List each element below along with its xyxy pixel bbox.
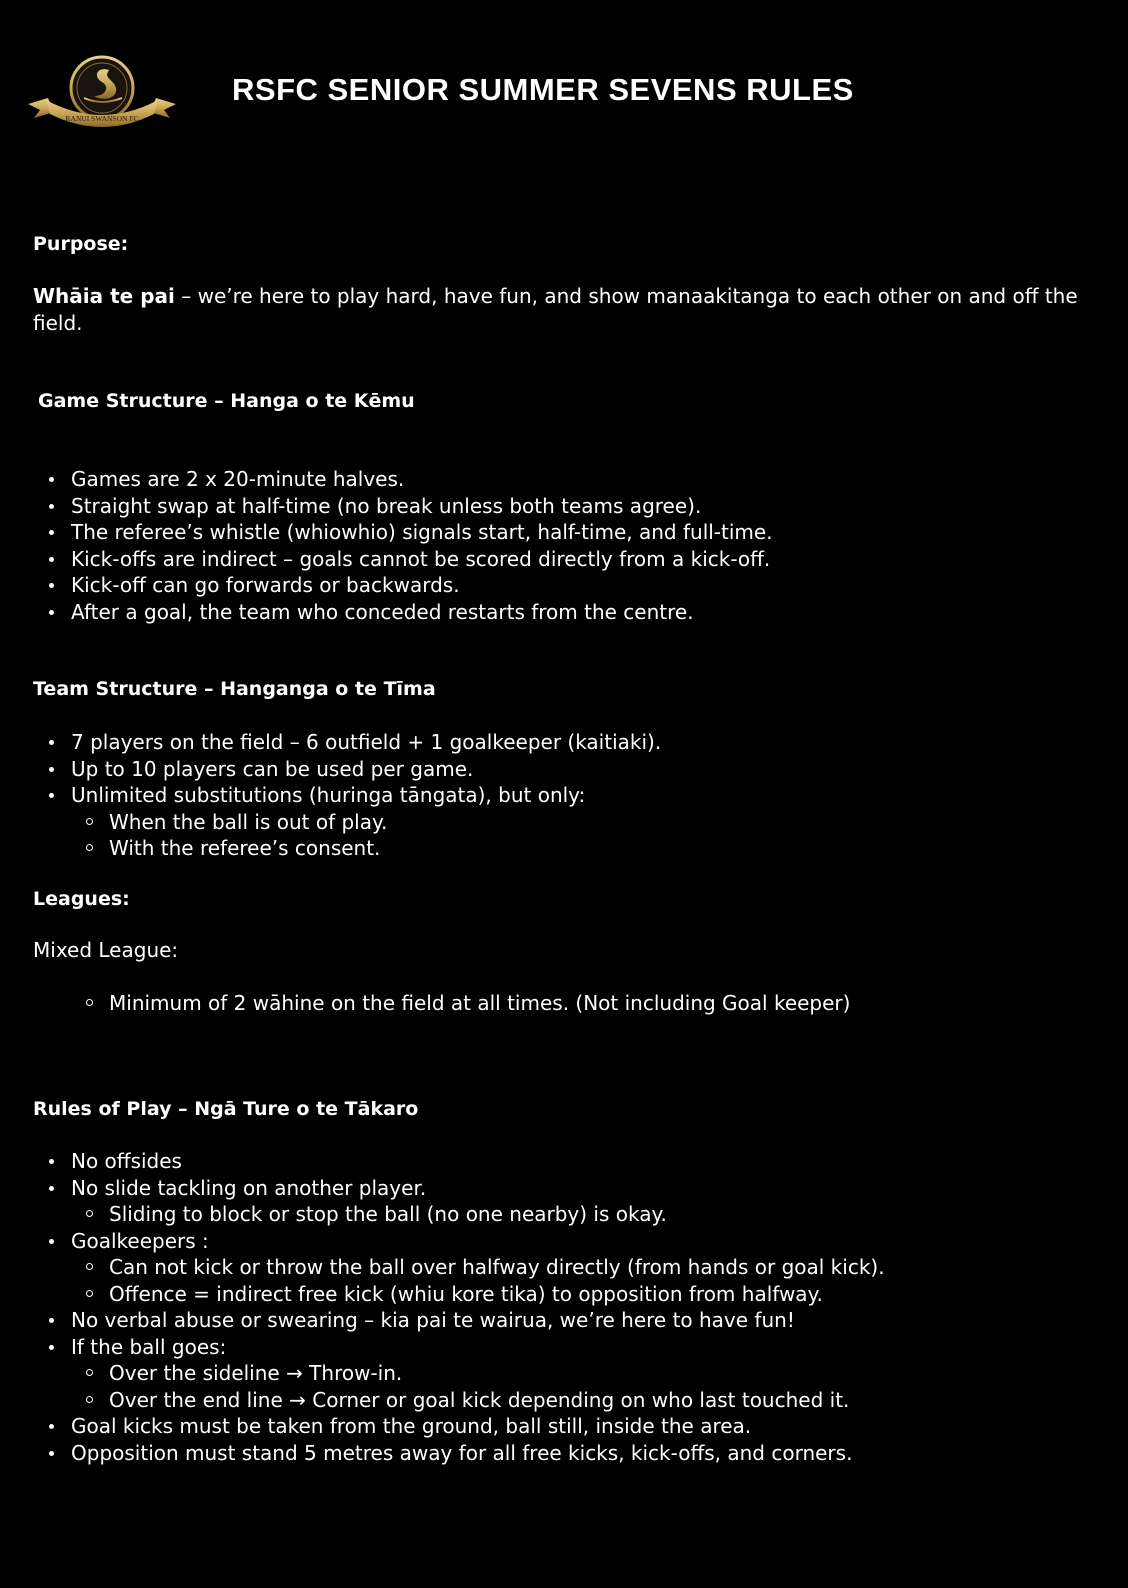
substitution-sublist [71,809,661,862]
game-structure-list [33,466,773,625]
game-structure-heading: Game Structure – Hanga o te Kēmu [38,390,415,412]
list-item-text: Unlimited substitutions (huringa tāngata), but only: [71,783,586,807]
list-item-text: No slide tackling on another player. [71,1175,427,1200]
team-structure-heading: Team Structure – Hanganga o te Tīma [33,678,436,700]
purpose-text: – we’re here to play hard, have fun, and show manaakitanga to each other on and off the field. [33,284,1078,335]
sub-list-item: Minimum of 2 wāhine on the field at all times. (Not including Goal keeper) [71,990,850,1017]
sub-list-item: Offence = indirect free kick (whiu kore tika) to opposition from halfway. [71,1281,885,1308]
sub-list-item: Over the end line → Corner or goal kick depending on who last touched it. [71,1387,885,1414]
list-item-text: If the ball goes: [71,1334,227,1359]
list-item: No offsides [33,1148,885,1175]
purpose-paragraph [33,283,1093,337]
goalkeeper-sublist [71,1254,885,1307]
page-title: RSFC SENIOR SUMMER SEVENS RULES [232,72,854,107]
leagues-heading: Leagues: [33,888,130,910]
team-structure-list [33,729,661,862]
purpose-lead: Whāia te pai [33,284,175,308]
sub-list-item: With the referee’s consent. [71,835,661,862]
list-item: 7 players on the field – 6 outfield + 1 goalkeeper (kaitiaki). [33,729,661,756]
sub-list-item: Over the sideline → Throw-in. [71,1360,885,1387]
list-item [33,1334,885,1414]
mixed-league-list [71,990,850,1017]
rules-of-play-list [33,1148,885,1466]
list-item: Kick-offs are indirect – goals cannot be scored directly from a kick-off. [33,546,773,573]
mixed-league-label: Mixed League: [33,938,179,962]
list-item: Goal kicks must be taken from the ground, ball still, inside the area. [33,1413,885,1440]
slide-sublist [71,1201,885,1228]
list-item: Kick-off can go forwards or backwards. [33,572,773,599]
list-item: Straight swap at half-time (no break unless both teams agree). [33,493,773,520]
list-item: Opposition must stand 5 metres away for all free kicks, kick-offs, and corners. [33,1440,885,1467]
sub-list-item: Can not kick or throw the ball over halfway directly (from hands or goal kick). [71,1254,885,1281]
list-item [33,782,661,862]
list-item: The referee’s whistle (whiowhio) signals start, half-time, and full-time. [33,519,773,546]
logo-text: RANUI SWANSON FC [65,114,139,123]
list-item: No verbal abuse or swearing – kia pai te wairua, we’re here to have fun! [33,1307,885,1334]
list-item: Up to 10 players can be used per game. [33,756,661,783]
list-item: Games are 2 x 20-minute halves. [33,466,773,493]
club-logo [26,52,178,132]
list-item [33,1175,885,1228]
list-item [33,1228,885,1308]
list-item-text: Goalkeepers : [71,1228,209,1253]
purpose-heading: Purpose: [33,233,129,255]
ball-out-sublist [71,1360,885,1413]
sub-list-item: Sliding to block or stop the ball (no one nearby) is okay. [71,1201,885,1228]
rules-of-play-heading: Rules of Play – Ngā Ture o te Tākaro [33,1098,419,1120]
sub-list-item: When the ball is out of play. [71,809,661,836]
list-item: After a goal, the team who conceded restarts from the centre. [33,599,773,626]
